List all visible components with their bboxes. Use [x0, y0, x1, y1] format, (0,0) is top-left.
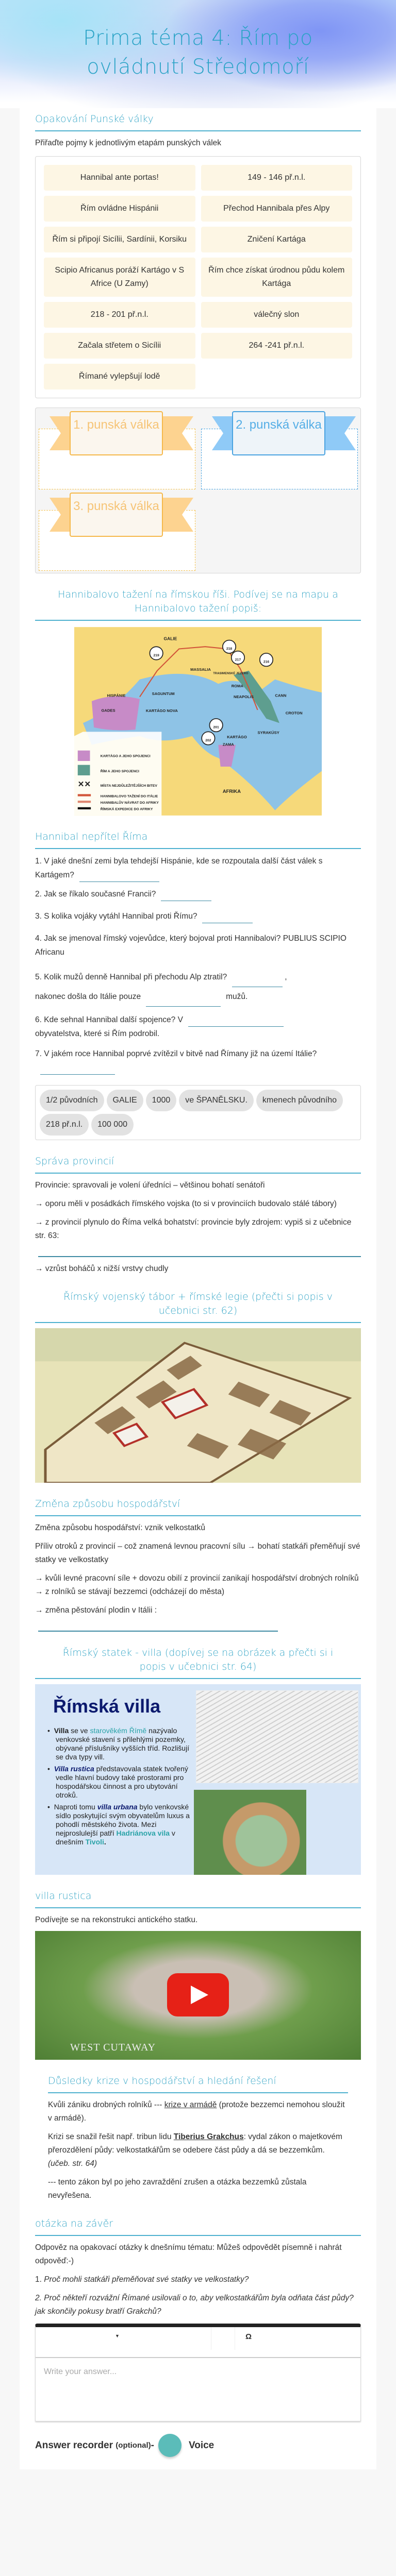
section-provinces	[35, 1155, 361, 1276]
word-chip[interactable]: ve ŠPANĚLSKU.	[179, 1090, 254, 1111]
map-label: SYRAKÚSY	[257, 730, 279, 735]
hannibal-campaign-map	[74, 627, 322, 816]
category-label-2: 2. punská válka	[232, 411, 325, 455]
editor-toolbar	[36, 2327, 360, 2358]
drag-item[interactable]: 218 - 201 př.n.l.	[44, 302, 195, 328]
question-text: 6. Kde sehnal Hannibal další spojence? V	[35, 1015, 183, 1024]
drag-item[interactable]: 264 -241 př.n.l.	[201, 333, 353, 359]
word-chip[interactable]: 1000	[146, 1090, 177, 1111]
battle-label: 201	[213, 725, 219, 730]
answer-blank[interactable]	[188, 1016, 284, 1027]
section-villa	[35, 1646, 361, 1875]
drag-item[interactable]: Začala střetem o Sicílii	[44, 333, 195, 359]
map-label: GADES	[101, 708, 116, 713]
question-text: 7. V jakém roce Hannibal poprvé zvítězil v bitvě nad Římany již na území Itálie?	[35, 1049, 317, 1058]
battle-label: 202	[205, 738, 211, 742]
section-camp	[35, 1290, 361, 1483]
rich-text-editor	[35, 2324, 361, 2421]
villa-rustica-sketch	[196, 1690, 358, 1783]
map-label: TRASIMENSKÉ JEZERO	[213, 672, 249, 675]
battle-label: 219	[153, 653, 159, 657]
ribbon-tail	[160, 416, 193, 450]
question-2: 2. Proč někteří rozvážní Římané usilovali o to, aby velkostatkářům byla odňata část půdy? jak skončily pokusy bratří Grakchů?	[35, 2294, 354, 2316]
map-label: KARTÁGO	[227, 735, 247, 740]
battle-marker	[150, 647, 162, 659]
question-text: nakonec došla do Itálie pouze	[35, 992, 141, 1001]
paragraph: Změna způsobu hospodářství: vznik velkostatků	[35, 1523, 205, 1532]
map-label: KARTÁGO NOVA	[145, 708, 178, 714]
map-label: HISPÁNIE	[107, 693, 126, 698]
content-card	[20, 108, 376, 2469]
drag-item[interactable]: Zničení Kartága	[201, 227, 353, 252]
section-economy	[35, 1497, 361, 1632]
word-chip[interactable]: kmenech původního	[256, 1090, 343, 1111]
map-label: ROMA	[231, 683, 244, 688]
paragraph: → z provincií plynulo do Říma velká bohatství: provincie byly zdrojem: vypiš si z učebnice str. 63:	[35, 1218, 352, 1240]
legend-item: ŘÍM A JEHO SPOJENCI	[100, 770, 139, 774]
legend-swatch	[78, 751, 90, 761]
drag-item[interactable]: Hannibal ante portas!	[44, 165, 195, 191]
map-label: CANN	[275, 693, 287, 698]
final-question-text: Odpověz na opakovací otázky k dnešnímu tématu: Můžeš odpovědět písemně i nahrát odpověď:-) 1. Proč mohli statkáři přeměňovat své statky ve velkostatky? 2. Proč někteří rozvážní Římané usilovali o to, aby velkostatkářům byla odňata část půdy? jak skončily pokusy bratří Grakchů?	[35, 2241, 361, 2318]
word-bank	[35, 1085, 361, 1140]
word-chip[interactable]: 218 př.n.l.	[40, 1114, 89, 1136]
section-heading-villa: Římský statek - villa (dopívej se na obrázek a přečti si i popis v učebnici str. 64)	[35, 1646, 361, 1679]
person-name: Tiberius Grakchus	[173, 2132, 244, 2141]
drag-item[interactable]: Řím chce získat úrodnou půdu kolem Kartága	[201, 258, 353, 297]
section-punic-wars	[35, 112, 361, 573]
legend-swatch	[78, 807, 91, 809]
category-label-1: 1. punská válka	[70, 411, 163, 455]
economy-text	[35, 1521, 361, 1617]
question-text: 5. Kolik mužů denně Hannibal při přechodu Alp ztratil?	[35, 973, 227, 981]
legend-item: HANNIBALOVO TAŽENÍ DO ITÁLIE	[100, 794, 158, 799]
drag-item[interactable]: Řím ovládne Hispánii	[44, 196, 195, 222]
map-label: CROTON	[285, 710, 303, 716]
legend-item: KARTÁGO A JEHO SPOJENCI	[100, 754, 151, 758]
section-hannibal	[35, 830, 361, 1140]
battle-marker	[223, 640, 236, 653]
paragraph: Provincie: spravovali je volení úředníci – většinou bohatí senátoři	[35, 1181, 265, 1190]
section-heading-crisis: Důsledky krize v hospodářství a hledání řešení	[48, 2074, 348, 2093]
map-label: NEAPOLIS	[233, 694, 254, 700]
section-heading-map: Hannibalovo tažení na římskou říši. Podívej se na mapu a Hannibalovo tažení popiš:	[35, 588, 361, 621]
answer-blank[interactable]	[79, 872, 159, 882]
record-button[interactable]	[158, 2434, 182, 2457]
legend-swatch	[78, 801, 91, 803]
crisis-text: Kvůli zániku drobných rolníků --- krize v armádě (protože bezzemci nemohou sloužit v armádě). Krizi se snažil řešit např. tribun lidu Tiberius Grakchus: vydal zákon o majetkovém přerozdělení půdy: velkostatkářům se odebere část půdy a dá se bezzemkům. (učeb. str. 64) --- tento zákon byl po jeho zavraždění zrušen a otázka bezzemků zůstala nevyřešena.	[48, 2100, 345, 2200]
drag-item[interactable]: Scipio Africanus poráží Kartágo v S Africe (U Zamy)	[44, 258, 195, 297]
section-map	[35, 588, 361, 816]
legend-item: ŘÍMSKÁ EXPEDICE DO AFRIKY	[100, 807, 153, 811]
paragraph: Odpověz na opakovací otázky k dnešnímu tématu: Můžeš odpovědět písemně i nahrát odpověď:-)	[35, 2243, 342, 2265]
matching-items-pool	[35, 156, 361, 398]
answer-blank[interactable]	[40, 1064, 115, 1075]
slide-bullets: • Villa se ve starověkém Římě nazývalo venkovské stavení s přilehlými pozemky, obývané příslušníky vyšších tříd. Rozlišují se dva typy vill. • Villa rustica představovala statek tvořený vedle hlavní budovy také prostorami pro hospodářskou činnost a pro ubytování otroků. • Naproti tomu villa urbana bylo venkovské sídlo poskytující svým obyvatelům luxus a pohodlí městského života. Mezi nejproslulejší patří Hadriánova vila v dnešním Tivoli.	[47, 1726, 190, 1846]
fill-in-questions	[35, 854, 361, 1075]
paragraph: Příliv otroků z provincií – což znamená levnou pracovní sílu → bohatí statkáři přeměňují své statky ve velkostatky	[35, 1542, 360, 1564]
section-heading-villa-rustica: villa rustica	[35, 1889, 361, 1908]
video-player[interactable]	[35, 1931, 361, 2060]
paragraph: → změna pěstování plodin v Itálii :	[35, 1606, 157, 1615]
section-heading-final-question: otázka na závěr	[35, 2217, 361, 2236]
toolbar-button[interactable]	[211, 2327, 235, 2350]
legend-swatch: ✕✕	[77, 779, 91, 789]
play-button[interactable]	[167, 1973, 229, 2016]
map-label: MASSALIA	[190, 667, 211, 672]
header-banner	[0, 0, 396, 108]
section-heading-punic-wars: Opakování Punské války	[35, 112, 361, 131]
answer-textarea[interactable]: Write your answer...	[44, 2367, 117, 2376]
word-chip[interactable]: 100 000	[91, 1114, 134, 1136]
battle-label: 216	[263, 660, 270, 664]
section-final-question	[35, 2217, 361, 2457]
battle-marker	[232, 651, 244, 664]
chevron-down-icon: ▼	[115, 2333, 120, 2338]
question-text: obyvatelstva, které si Řím podrobil.	[35, 1029, 160, 1038]
legend-item: HANNIBALŮV NÁVRAT DO AFRIKY	[100, 801, 159, 805]
provinces-text	[35, 1179, 361, 1276]
section-crisis	[35, 2074, 361, 2202]
format-dropdown[interactable]	[36, 2327, 211, 2350]
villa-slide-image	[35, 1684, 361, 1875]
voice-label: Voice	[188, 2439, 214, 2451]
question-text: 2. Jak se říkalo současné Francii?	[35, 890, 156, 899]
recorder-label: Answer recorder	[35, 2439, 113, 2451]
map-label: GALIE	[163, 636, 177, 641]
comma: ,	[285, 973, 287, 981]
answer-blank[interactable]	[161, 891, 211, 901]
video-caption: WEST CUTAWAY	[70, 2042, 156, 2053]
category-label-3: 3. punská válka	[70, 493, 163, 537]
legend-swatch	[78, 765, 90, 775]
category-board	[35, 408, 361, 573]
special-character-button[interactable]: Ω	[245, 2332, 252, 2341]
ribbon-tail	[160, 498, 193, 532]
paragraph: → oporu měli v posádkách římského vojska (to si v provinciích budovalo stálé tábory)	[35, 1199, 337, 1208]
question-text: mužů.	[226, 992, 248, 1001]
question-text: 4. Jak se jmenoval římský vojevůdce, který bojoval proti Hannibalovi? PUBLIUS SCIPIO Africanu	[35, 934, 346, 957]
ribbon-tail	[323, 416, 356, 450]
answer-blank[interactable]	[232, 977, 283, 987]
villa-urbana-illustration	[194, 1790, 306, 1875]
section-heading-economy: Změna způsobu hospodářství	[35, 1497, 361, 1516]
roman-camp-illustration	[35, 1328, 361, 1483]
slide-title: Římská villa	[53, 1696, 161, 1717]
answer-blank[interactable]	[146, 996, 221, 1007]
paragraph: → kvůli levné pracovní síle + dovozu obilí z provincií zanikají hospodářství drobných rolníků → z rolníků se stávají bezzemci (odcházejí do města)	[35, 1574, 359, 1596]
legend-swatch	[78, 794, 91, 796]
section-heading-hannibal: Hannibal nepřítel Říma	[35, 830, 361, 849]
question-text: 1. V jaké dnešní zemi byla tehdejší Hispánie, kde se rozpoutala další část válek s Kartágem?	[35, 857, 323, 879]
drag-item[interactable]: Římané vylepšují lodě	[44, 364, 195, 389]
word-chip[interactable]: GALIE	[107, 1090, 143, 1111]
map-label: ZAMA	[222, 742, 234, 747]
battle-marker	[260, 653, 273, 666]
word-chip[interactable]: 1/2 původních	[40, 1090, 104, 1111]
answer-blank[interactable]	[38, 1256, 361, 1257]
question-1: Proč mohli statkáři přeměňovat své statky ve velkostatky?	[44, 2275, 249, 2284]
answer-blank[interactable]	[202, 913, 253, 923]
question-text: 3. S kolika vojáky vytáhl Hannibal proti Římu?	[35, 912, 197, 921]
underlined-term: krize v armádě	[164, 2100, 217, 2109]
drag-item[interactable]: 149 - 146 př.n.l.	[201, 165, 353, 191]
answer-blank[interactable]	[38, 1631, 278, 1632]
section-heading-provinces: Správa provincií	[35, 1155, 361, 1174]
battle-label: 218	[226, 647, 233, 651]
battle-label: 217	[235, 658, 241, 662]
instruction: Přiřaďte pojmy k jednotlivým etapám punských válek	[35, 139, 222, 147]
paragraph: → vzrůst boháčů x nižší vrstvy chudly	[35, 1264, 169, 1273]
drag-item[interactable]: válečný slon	[201, 302, 353, 328]
section-villa-rustica	[35, 1889, 361, 2060]
page-title: Prima téma 4: Řím po ovládnutí Středomoří	[83, 26, 313, 79]
section-heading-camp: Římský vojenský tábor + římské legie (přečti si popis v učebnici str. 62)	[35, 1290, 361, 1323]
answer-recorder: Answer recorder (optional) - Voice	[35, 2434, 361, 2457]
battle-marker	[209, 719, 222, 732]
map-hispania	[92, 696, 140, 730]
map-label: SAGUNTUM	[152, 691, 175, 697]
legend-item: MÍSTA NEJDŮLEŽITĚJŠÍCH BITEV	[100, 784, 157, 788]
map-label: AFRIKA	[222, 788, 241, 794]
play-icon	[167, 1973, 229, 2016]
drag-item[interactable]: Přechod Hannibala přes Alpy	[201, 196, 353, 222]
drag-item[interactable]: Řím si připojí Sicílii, Sardínii, Korsiku	[44, 227, 195, 252]
battle-marker	[202, 732, 214, 744]
paragraph: Podívejte se na rekonstrukci antického statku.	[35, 1916, 198, 1924]
